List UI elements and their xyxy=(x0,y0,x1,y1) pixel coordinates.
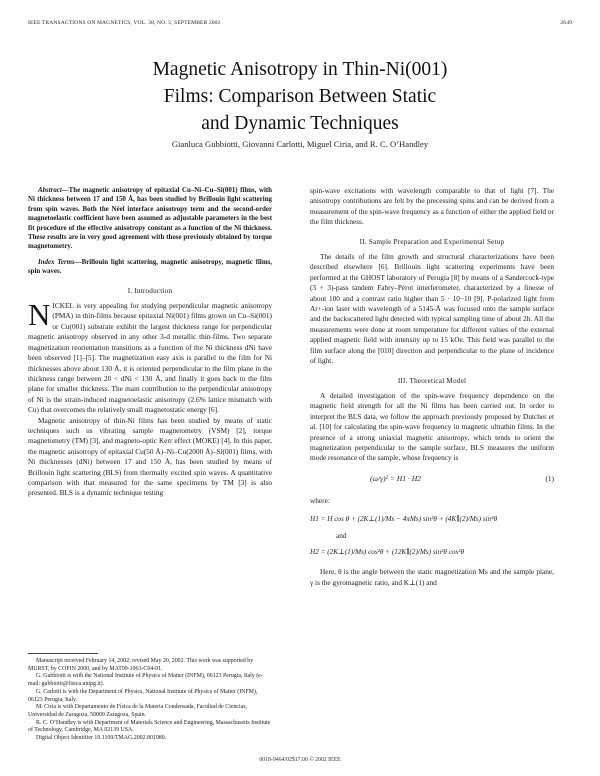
model-paragraph: A detailed investigation of the spin-wave frequency dependence on the magnetic field strength for all the Ni films has been carried out. In order to interpret the BLS data, we follow the approach previously proposed by Dutcher et al. [10] for calculating the spin-wave frequency in magnetic ultrathin films. In the presence of a strong uniaxial magnetic anisotropy, which tends to orient the magnetization perpendicular to the sample surface, BLS measures the uniform mode resonance of the sample, whose frequency is xyxy=(310,390,554,463)
index-terms-text: Brillouin light scattering, magnetic anisotropy, magnetic films, spin waves. xyxy=(28,258,272,276)
footnote: Digital Object Identifier 10.1109/TMAG.2002.801980. xyxy=(36,735,167,742)
title-line: Magnetic Anisotropy in Thin-Ni(001) xyxy=(152,59,448,80)
footnote: Manuscript received February 14, 2002; revised May 20, 2002. This work was supported by MURST, by COFIN 2000, and by MAT99-1063-C04-01. xyxy=(28,658,254,672)
footnote: R. C. O’Handley is with Department of Materials Science and Engineering, Massachusetts Institute of Technology, Cambridge, MA 02139 USA. xyxy=(28,719,271,734)
equation-h1: H1 = H cos θ + (2K⊥(1)/Ms − 4πMs) sin²θ + (4K∥(2)/Ms) sin⁴θ xyxy=(310,515,498,524)
left-column xyxy=(28,186,272,499)
copyright-line: 0018-9464/02$17.00 © 2002 IEEE xyxy=(259,757,341,763)
intro-p1-text: ICKEL is very appealing for studying perpendicular magnetic anisotropy (PMA) in thin-films because epitaxial Ni(001) films grown on Cu–Si(001) or Cu(001) substrate exhibit the largest thickness range for perpendicular magnetic anisotropy observed in any other 3-d metallic thin-films. Two separate magnetization reorientation transitions as a function of the Ni thickness dNi have been observed [1]–[5]. The magnetization easy axis is parallel to the film for Ni thicknesses above about 130 Å, it is oriented perpendicular to the film plane in the thickness range between 20 < dNi < 130 Å, and finally it goes back to the film plane for smaller thickness. The main contribution to the perpendicular anisotropy of Ni is the strain-induced magnetoelastic anisotropy (2.6% lattice mismatch with Cu) that overcomes the relatively small magnetostatic energy [6]. xyxy=(28,301,272,415)
title-line: and Dynamic Techniques xyxy=(201,113,399,134)
right-column xyxy=(310,186,554,588)
intro-paragraph-2: Magnetic anisotropy of thin-Ni films has been studied by means of static techniques such us vibrating sample magnetometry (VSM) [2], torque magnetometry (TM) [3], and magneto-optic Kerr effect (MOKE) [4]. In this paper, the magnetic anisotropy of epitaxial Cu(50 Å)–Ni–Cu(2000 Å)–Si(001) films, with Ni thicknesses (dNi) between 17 and 150 Å, has been studied by means of Brillouin light scattering (BLS) from thermally excited spin waves. A quantitative comparison with that measured for the same specimens by TM [3] is also presented. BLS is a dynamic technique testing xyxy=(28,415,272,498)
final-paragraph: Here, θ is the angle between the static magnetization Ms and the sample plane, γ is the gyromagnetic ratio, and K⊥(1) and xyxy=(310,567,554,587)
index-terms xyxy=(28,258,272,277)
equation-h2: H2 = (2K⊥(1)/Ms) cos²θ + (12K∥(2)/Ms) sin²θ cos²θ xyxy=(310,547,465,556)
continued-paragraph: spin-wave excitations with wavelength comparable to that of light [7]. The anisotropy contributions are felt by the precessing spins and can be derived from a measurement of the spin-wave frequency as a function of either the applied field or the film thickness. xyxy=(310,186,554,227)
abstract xyxy=(28,186,272,252)
running-header: IEEE TRANSACTIONS ON MAGNETICS, VOL. 38, NO. 5, SEPTEMBER 2002 xyxy=(28,20,221,26)
equation-number: (1) xyxy=(545,473,554,483)
equation-1-body: (ω/γ)² = H1 · H2 xyxy=(370,473,421,483)
footnote-rule xyxy=(28,653,98,654)
title-line: Films: Comparison Between Static xyxy=(163,86,437,107)
paper-title xyxy=(0,56,600,137)
footnotes xyxy=(28,653,272,743)
abstract-label: Abstract— xyxy=(38,187,69,194)
where-label: where: xyxy=(310,495,330,505)
and-label: and xyxy=(336,530,347,540)
page-number: 2649 xyxy=(560,20,572,26)
index-terms-label: Index Terms— xyxy=(38,258,82,266)
intro-paragraph-1 xyxy=(28,297,272,415)
section-heading-intro: I. Introduction xyxy=(127,286,173,295)
dropcap: N xyxy=(28,297,51,333)
footnote: M. Ciria is with Departamento de Física de la Materia Condensada, Facultad de Ciencias, Universidad de Zaragoza, 50009 Zaragoza, Spain. xyxy=(28,704,248,718)
abstract-text: The magnetic anisotropy of epitaxial Cu–Ni–Cu–Si(001) films, with Ni thickness between 17 and 150 Å, has been studied by Brillouin light scattering from spin waves. Both the Néel interface anisotropy term and the second-order magnetoelastic coefficient have been assumed as adjustable parameters in the best fit procedure of the effective anisotropy constant as a function of the Ni thickness. These results are in very good agreement with those previously obtained by torque magnetometry. xyxy=(28,187,272,251)
setup-paragraph: The details of the film growth and structural characterizations have been described elsewhere [6]. Brillouin light scattering experiments have been performed at the GHOST laboratory of Perugia [8] by means of a Sandercock-type (3 + 3)-pass tandem Fabry–Pérot interferometer, characterized by a finesse of about 100 and a contrast ratio higher than 5 · 10−10 [9]. P-polarized light from Ar+-ion laser with wavelength of a 5145-Å was focused onto the sample surface and the backscattered light detected with typical sampling time of about 2h. All the measurements were done at room temperature for different values of the external applied magnetic field with intensity up to 15 kOe. This field was parallel to the film surface along the [010] direction and perpendicular to the plane of incidence of light. xyxy=(310,252,554,366)
section-heading-setup: II. Sample Preparation and Experimental Setup xyxy=(359,237,505,246)
section-heading-model: III. Theoretical Model xyxy=(397,376,467,385)
footnote: G. Gubbiotti is with the National Institute of Physics of Matter (INFM), 06123 Perugia, Italy (e-mail: gubbiotti@fisica.unipg.it). xyxy=(28,673,263,688)
equation-1 xyxy=(310,474,554,488)
footnote: G. Carlotti is with the Department of Physics, National Institute of Physics of Matter (INFM), 06123 Perugia, Italy. xyxy=(28,688,258,703)
author-list: Gianluca Gubbiotti, Giovanni Carlotti, Miguel Ciria, and R. C. O’Handley xyxy=(171,139,429,149)
